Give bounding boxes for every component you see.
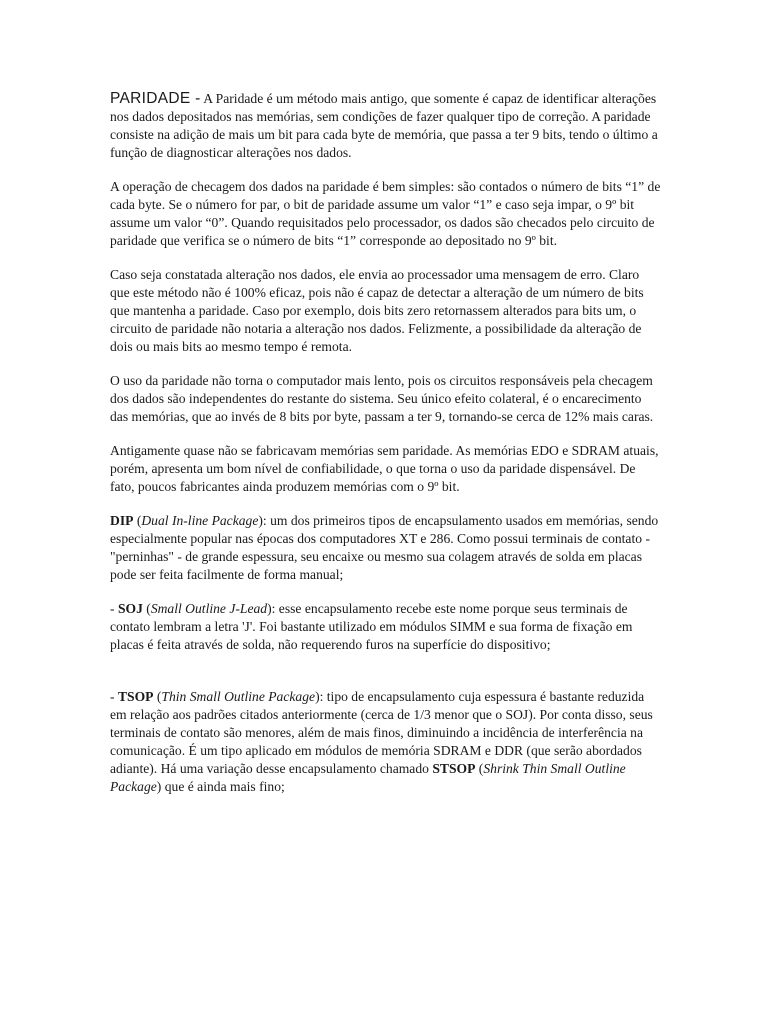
- paren-open: (: [133, 513, 142, 528]
- document-page: [110, 90, 662, 812]
- paragraph-tsop: [110, 688, 662, 796]
- paragraph-text: ): esse encapsulamento recebe este nome porque seus terminais de contato lembram a letra 'J'. Foi bastante utilizado em módulos SIMM e sua forma de fixação em placas é feita através de solda, não requerendo furos na superfície do dispositivo;: [110, 601, 633, 652]
- list-dash: -: [110, 689, 118, 704]
- expansion-soj: Small Outline J-Lead: [150, 601, 268, 616]
- term-soj: SOJ: [117, 601, 143, 616]
- paragraph-text: ): um dos primeiros tipos de encapsulamento usados em memórias, sendo especialmente popular nas épocas dos computadores XT e 286. Como possui terminais de contato - "perninhas" - de grande espessura, seu encaixe ou mesmo sua colagem através de solda em placas pode ser feita facilmente de forma manual;: [110, 513, 659, 582]
- paragraph-dip: [110, 512, 662, 584]
- term-stsop: STSOP: [432, 761, 476, 776]
- term-dip: DIP: [110, 513, 134, 528]
- paragraph-soj: [110, 600, 662, 654]
- paragraph-text: ) que é ainda mais fino;: [156, 779, 285, 794]
- expansion-tsop: Thin Small Outline Package: [161, 689, 316, 704]
- paragraph-checagem: A operação de checagem dos dados na paridade é bem simples: são contados o número de bits “1” de cada byte. Se o número for par, o bit de paridade assume um valor “1” e caso seja impar, o 9º bit assume um valor “0”. Quando requisitados pelo processador, os dados são checados pelo circuito de paridade que verifica se o número de bits “1” corresponde ao depositado no 9º bit.: [110, 179, 661, 248]
- list-dash: -: [110, 601, 118, 616]
- paragraph-text: A Paridade é um método mais antigo, que somente é capaz de identificar alterações nos dados depositados nas memórias, sem condições de fazer qualquer tipo de correção. A paridade consiste na adição de mais um bit para cada byte de memória, que passa a ter 9 bits, tendo o último a função de diagnosticar alterações nos dados.: [110, 91, 658, 160]
- paragraph-paridade: [110, 90, 662, 162]
- paragraph-uso: O uso da paridade não torna o computador mais lento, pois os circuitos responsáveis pela checagem dos dados são independentes do restante do sistema. Seu único efeito colateral, é o encarecimento das memórias, que ao invés de 8 bits por byte, passam a ter 9, tornando-se cerca de 12% mais caras.: [110, 373, 654, 424]
- paragraph-antigamente: Antigamente quase não se fabricavam memórias sem paridade. As memórias EDO e SDRAM atuais, porém, apresenta um bom nível de confiabilidade, o que torna o uso da paridade dispensável. De fato, poucos fabricantes ainda produzem memórias com o 9º bit.: [110, 443, 659, 494]
- paren-open: (: [475, 761, 484, 776]
- paren-open: (: [142, 601, 151, 616]
- expansion-stsop: Shrink Thin Small Outline Package: [110, 761, 626, 794]
- paragraph-alteracao: Caso seja constatada alteração nos dados, ele envia ao processador uma mensagem de erro. Claro que este método não é 100% eficaz, pois não é capaz de detectar a alteração de um número de bits que mantenha a paridade. Caso por exemplo, dois bits zero retornassem alterados para bits um, o circuito de paridade não notaria a alteração nos dados. Felizmente, a possibilidade da alteração de dois ou mais bits ao mesmo tempo é remota.: [110, 267, 644, 354]
- expansion-dip: Dual In-line Package: [141, 513, 259, 528]
- blank-line: [110, 670, 662, 688]
- paren-open: (: [153, 689, 162, 704]
- paragraph-text: ): tipo de encapsulamento cuja espessura é bastante reduzida em relação aos padrões citados anteriormente (cerca de 1/3 menor que o SOJ). Por conta disso, seus terminais de contato são menores, além de mais finos, diminuindo a incidência de interferência na comunicação. É um tipo aplicado em módulos de memória SDRAM e DDR (que serão abordados adiante). Há uma variação desse encapsulamento chamado: [110, 689, 653, 776]
- section-heading: PARIDADE -: [110, 90, 201, 107]
- term-tsop: TSOP: [117, 689, 154, 704]
